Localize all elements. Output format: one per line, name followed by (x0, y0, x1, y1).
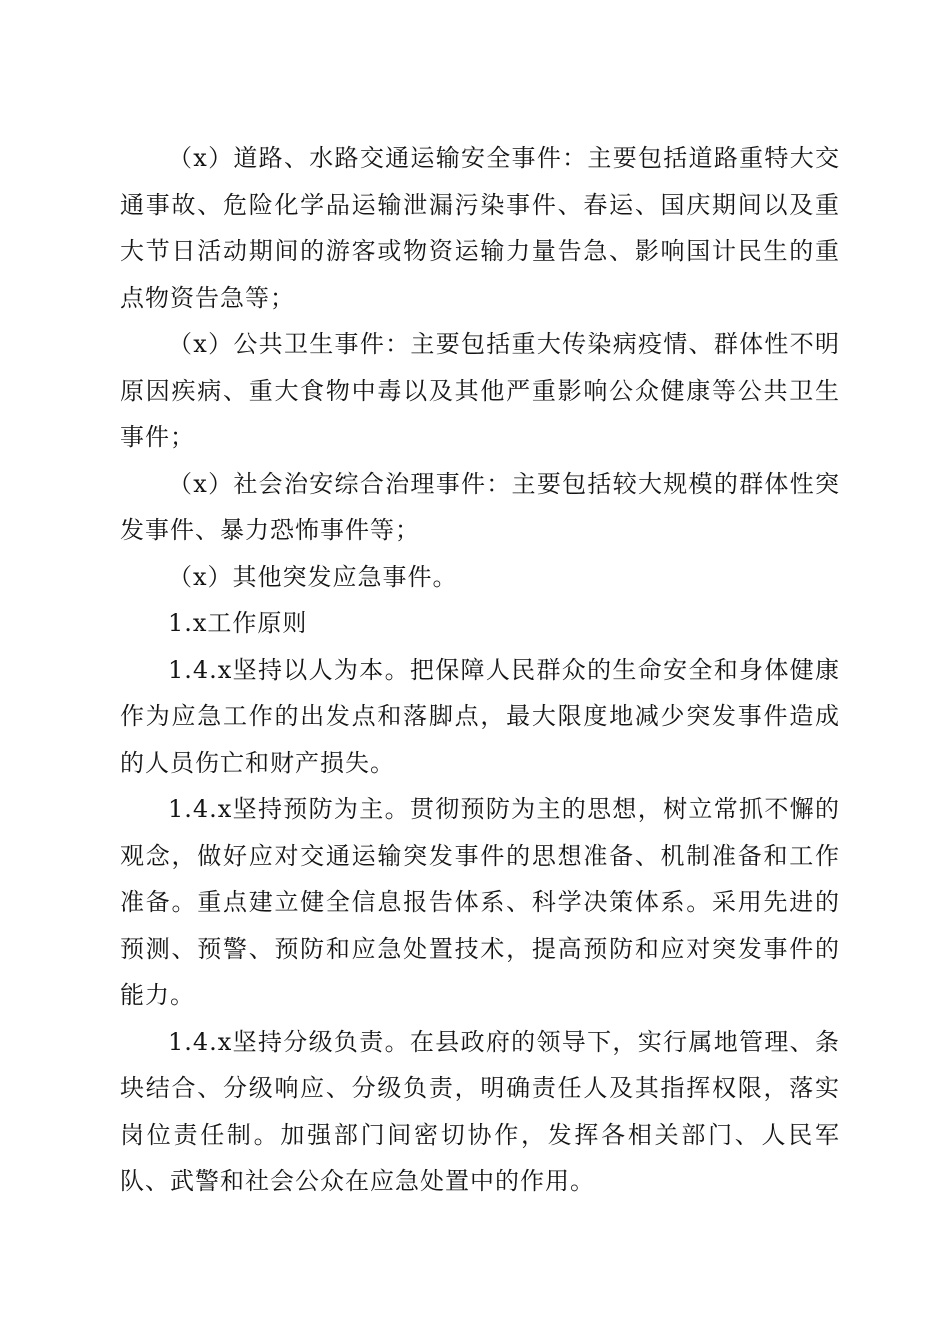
paragraph-road-water-transport-events: （x）道路、水路交通运输安全事件：主要包括道路重特大交通事故、危险化学品运输泄漏污染事件、春运、国庆期间以及重大节日活动期间的游客或物资运输力量告急、影响国计民生的重点物资告急等； (120, 144, 840, 312)
document-page (120, 135, 840, 1205)
paragraph-prevention-first: 1.4.x坚持预防为主。贯彻预防为主的思想，树立常抓不懈的观念，做好应对交通运输突发事件的思想准备、机制准备和工作准备。重点建立健全信息报告体系、科学决策体系。采用先进的预测、预警、预防和应急处置技术，提高预防和应对突发事件的能力。 (120, 795, 840, 1009)
section-heading-work-principles: 1.x工作原则 (168, 609, 308, 637)
paragraph-public-health-events: （x）公共卫生事件：主要包括重大传染病疫情、群体性不明原因疾病、重大食物中毒以及其他严重影响公众健康等公共卫生事件； (120, 330, 840, 451)
paragraph-public-security-events: （x）社会治安综合治理事件：主要包括较大规模的群体性突发事件、暴力恐怖事件等； (120, 469, 840, 544)
paragraph-graded-responsibility: 1.4.x坚持分级负责。在县政府的领导下，实行属地管理、条块结合、分级响应、分级负责，明确责任人及其指挥权限，落实岗位责任制。加强部门间密切协作，发挥各相关部门、人民军队、武警和社会公众在应急处置中的作用。 (120, 1027, 840, 1195)
paragraph-other-emergency-events: （x）其他突发应急事件。 (168, 562, 458, 591)
paragraph-people-oriented: 1.4.x坚持以人为本。把保障人民群众的生命安全和身体健康作为应急工作的出发点和落脚点，最大限度地减少突发事件造成的人员伤亡和财产损失。 (120, 655, 840, 777)
